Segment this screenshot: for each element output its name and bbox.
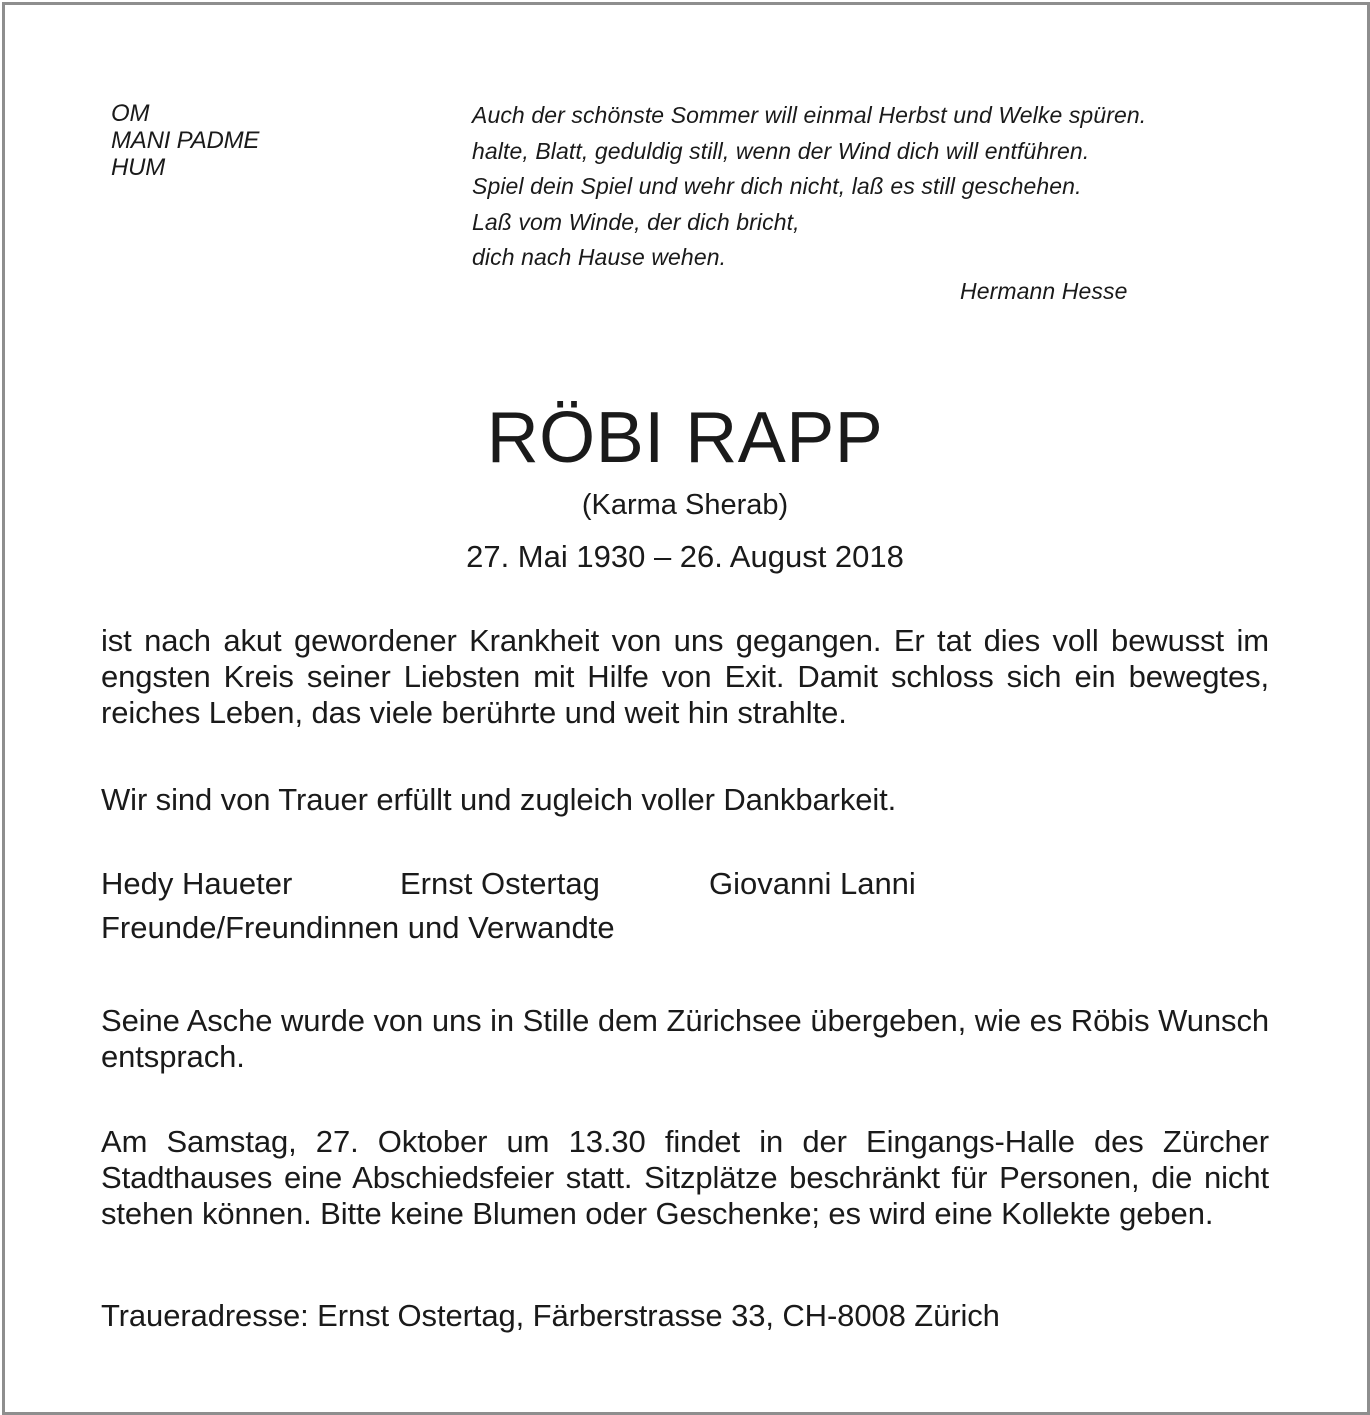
mantra-line: OM xyxy=(111,100,150,127)
gratitude-paragraph: Wir sind von Trauer erfüllt und zugleich voller Dankbarkeit. xyxy=(101,782,897,817)
poem-line: Laß vom Winde, der dich bricht, xyxy=(472,208,800,235)
poem-author: Hermann Hesse xyxy=(960,278,1128,304)
mantra xyxy=(111,100,259,181)
signer-name: Hedy Haueter xyxy=(101,866,293,901)
deceased-name: RÖBI RAPP xyxy=(486,398,884,478)
poem xyxy=(472,98,1292,304)
life-dates: 27. Mai 1930 – 26. August 2018 xyxy=(466,539,904,574)
announcement-paragraph: ist nach akut gewordener Krankheit von uns gegangen. Er tat dies voll bewusst im engsten Kreis seiner Liebsten mit Hilfe von Exit. Damit schloss sich ein bewegtes, reiches Leben, das viele berührte und weit hin strahlte. xyxy=(101,623,1269,730)
signer-name: Ernst Ostertag xyxy=(400,866,600,901)
signer-name: Giovanni Lanni xyxy=(709,866,916,901)
ashes-paragraph: Seine Asche wurde von uns in Stille dem Zürichsee übergeben, wie es Röbis Wunsch entsprach. xyxy=(101,1003,1269,1074)
mourning-address: Traueradresse: Ernst Ostertag, Färberstrasse 33, CH-8008 Zürich xyxy=(101,1298,1000,1333)
poem-line: dich nach Hause wehen. xyxy=(472,244,727,270)
ceremony-paragraph: Am Samstag, 27. Oktober um 13.30 findet in der Eingangs-Halle des Zürcher Stadthauses eine Abschiedsfeier statt. Sitzplätze beschränkt für Personen, die nicht stehen können. Bitte keine Blumen oder Geschenke; es wird eine Kollekte geben. xyxy=(101,1124,1269,1231)
poem-line: Auch der schönste Sommer will einmal Herbst und Welke spüren. xyxy=(472,102,1147,128)
deceased-alias: (Karma Sherab) xyxy=(581,489,789,521)
poem-line: halte, Blatt, geduldig still, wenn der Wind dich will entführen. xyxy=(472,137,1090,164)
mantra-line: MANI PADME xyxy=(111,127,260,154)
mantra-line: HUM xyxy=(111,154,166,181)
poem-line: Spiel dein Spiel und wehr dich nicht, laß es still geschehen. xyxy=(472,173,1082,199)
friends-and-relatives: Freunde/Freundinnen und Verwandte xyxy=(101,910,615,945)
